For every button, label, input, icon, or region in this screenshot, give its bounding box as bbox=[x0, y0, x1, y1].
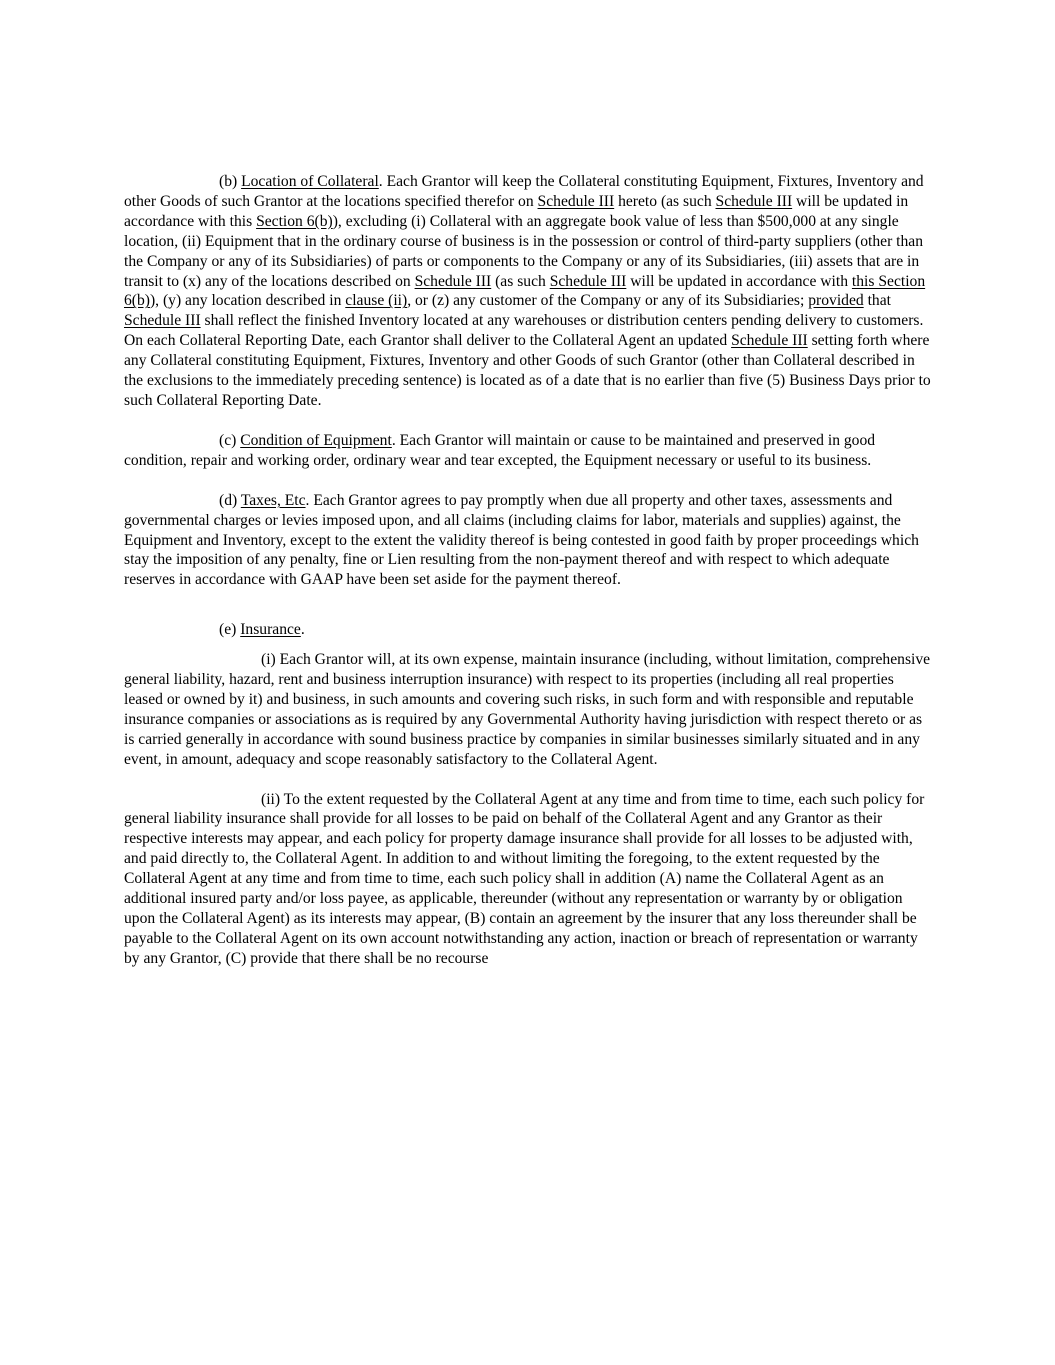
ref-schedule-iii: Schedule III bbox=[537, 192, 615, 210]
paragraph-e-insurance-heading bbox=[124, 620, 936, 640]
paragraph-c-condition-of-equipment bbox=[124, 431, 936, 471]
paragraph-b-prefix: (b) bbox=[219, 173, 242, 190]
paragraph-e-i: (i) Each Grantor will, at its own expense, maintain insurance (including, without limitation, comprehensive general liability, hazard, rent and business interruption insurance) with respect to its properties (including all real properties leased or owned by it) and business, in such amounts and covering such risks, in such form and with responsible and reputable insurance companies or associations as is required by any Governmental Authority having jurisdiction with respect thereto or as is carried generally in accordance with sound business practice by companies in similar businesses similarly situated and in any event, in amount, adequacy and scope reasonably satisfactory to the Collateral Agent. bbox=[124, 651, 931, 768]
paragraph-c-prefix: (c) bbox=[219, 431, 241, 449]
paragraph-d-taxes bbox=[124, 491, 936, 591]
ref-schedule-iii: Schedule III bbox=[414, 272, 492, 290]
ref-schedule-iii: Schedule III bbox=[731, 332, 808, 350]
paragraph-b-text: setting forth where any Collateral constituting Equipment, Fixtures, Inventory and other Goods of such Grantor (other than Collateral described in the exclusions to the immediately preceding sentence) is located as of a date that is no earlier than five (5) Business Days prior to such Collateral Reporting Date. bbox=[124, 332, 931, 409]
paragraph-d-prefix: (d) bbox=[219, 491, 241, 509]
term-provided: provided bbox=[808, 292, 864, 310]
ref-section-6b: Section 6(b) bbox=[256, 212, 333, 230]
paragraph-b-text: . Each Grantor will keep the Collateral constituting Equipment, Fixtures, Inventory and other Goods of such Grantor at the locations specified therefor on bbox=[124, 173, 924, 210]
heading-location-of-collateral: Location of Collateral bbox=[241, 173, 379, 190]
paragraph-c-text: . Each Grantor will maintain or cause to be maintained and preserved in good condition, repair and working order, ordinary wear and tear excepted, the Equipment necessary or useful to its business. bbox=[124, 431, 876, 469]
paragraph-e-suffix: . bbox=[300, 621, 305, 639]
paragraph-b-text: , or (z) any customer of the Company or any of its Subsidiaries; bbox=[407, 292, 809, 310]
paragraph-b-text: will be updated in accordance with this bbox=[124, 192, 909, 230]
paragraph-b-location-of-collateral bbox=[124, 172, 936, 411]
ref-schedule-iii: Schedule III bbox=[124, 312, 201, 330]
heading-taxes-etc: Taxes, Etc bbox=[240, 491, 306, 509]
paragraph-b-text: ), (y) any location described in bbox=[149, 292, 346, 310]
document-page bbox=[124, 172, 936, 969]
paragraph-b-text: (as such bbox=[491, 272, 550, 290]
ref-schedule-iii: Schedule III bbox=[715, 192, 793, 210]
ref-schedule-iii: Schedule III bbox=[549, 272, 627, 290]
heading-insurance: Insurance bbox=[240, 621, 301, 639]
heading-condition-of-equipment: Condition of Equipment bbox=[240, 431, 392, 449]
paragraph-b-text: that bbox=[863, 292, 891, 310]
paragraph-b-text: will be updated in accordance with bbox=[626, 272, 852, 290]
ref-clause-ii: clause (ii) bbox=[345, 292, 408, 310]
paragraph-b-text: shall reflect the finished Inventory located at any warehouses or distribution centers pending delivery to customers. On each Collateral Reporting Date, each Grantor shall deliver to the Collateral Agent an updated bbox=[124, 312, 924, 350]
ref-this-section-6b: this Section 6(b) bbox=[124, 272, 926, 310]
paragraph-b-text: ), excluding (i) Collateral with an aggregate book value of less than $500,000 at any single location, (ii) Equipment that in the ordinary course of business is in the possession or control of third-party suppliers (other than the Company or any of its Subsidiaries) of parts or components to the Company or any of its Subsidiaries, (iii) assets that are in transit to (x) any of the locations described on bbox=[124, 212, 924, 290]
paragraph-e-prefix: (e) bbox=[219, 621, 241, 639]
paragraph-b-text: hereto (as such bbox=[614, 192, 716, 210]
paragraph-d-text: . Each Grantor agrees to pay promptly when due all property and other taxes, assessments and governmental charges or levies imposed upon, and all claims (including claims for labor, materials and supplies) against, the Equipment and Inventory, except to the extent the validity thereof is being contested in good faith by proper proceedings which stay the imposition of any penalty, fine or Lien resulting from the non-payment thereof and with respect to which adequate reserves in accordance with GAAP have been set aside for the payment thereof. bbox=[124, 491, 919, 589]
paragraph-e-ii: (ii) To the extent requested by the Collateral Agent at any time and from time to time, each such policy for general liability insurance shall provide for all losses to be paid on behalf of the Collateral Agent and any Grantor as their respective interests may appear, and each policy for property damage insurance shall provide for all losses to be adjusted with, and paid directly to, the Collateral Agent. In addition to and without limiting the foregoing, to the extent requested by the Collateral Agent at any time and from time to time, each such policy shall in addition (A) name the Collateral Agent as an additional insured party and/or loss payee, as applicable, thereunder (without any representation or warranty by or obligation upon the Collateral Agent) as its interests may appear, (B) contain an agreement by the insurer that any loss thereunder shall be payable to the Collateral Agent on its own account notwithstanding any action, inaction or breach of representation or warranty by any Grantor, (C) provide that there shall be no recourse bbox=[124, 790, 925, 967]
